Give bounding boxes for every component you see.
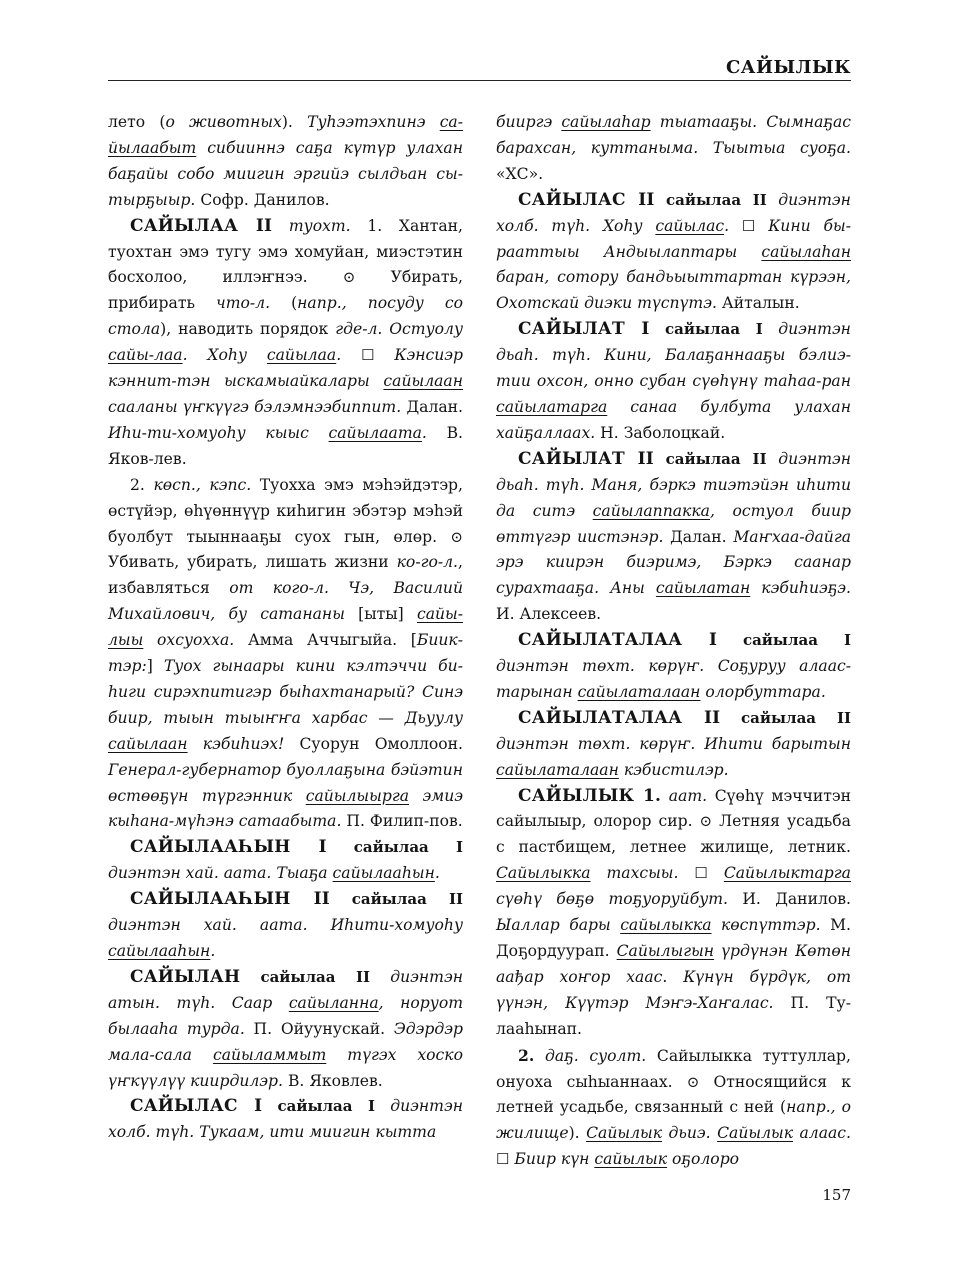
dictionary-entry: САЙЫЛАН сайылаа II диэнтэн атын. түһ. Саар сайыланна, норуот былааһа турда. П. Ойуунускай. Эдэрдэр мала-сала сайыламмыт түгэх хоско үҥкүүлүү киирдилэр. В. Яковлев. <box>108 966 464 1090</box>
dictionary-entry: САЙЫЛАТАЛАА II сайылаа II диэнтэн төхт. көрүҥ. Иһити барытын сайылаталаан кэбистилэр. <box>496 707 851 779</box>
dictionary-entry: САЙЫЛААҺЫН II сайылаа II диэнтэн хай. аата. Иһити-хомуоһу сайылааһын. <box>108 889 463 960</box>
dictionary-entry: САЙЫЛАТ II сайылаа II диэнтэн дьаһ. түһ. Маня, бэркэ тиэтэйэн иһити да ситэ сайылаппакка, остуол биир өттүгэр иистэнэр. Далан. Маҥхаа-дайга эрэ киирэн биэримэ, Бэркэ саанар сурахтааҕа. Аны сайылатан кэбиһиэҕэ. И. Алексеев. <box>496 448 851 624</box>
dictionary-entry: 2. даҕ. суолт. Сайылыкка туттуллар, онуоха сыһыаннаах. ⊙ Относящийся к летней усадьбе, связанный с ней (напр., о жилище). Сайылык дьиэ. Сайылык алаас. ☐ Биир күн сайылык оҕолоро <box>496 1045 852 1169</box>
dictionary-entry: САЙЫЛАТ I сайылаа I диэнтэн дьаһ. түһ. Кини, Балаҕаннааҕы бэлиэ-тии охсон, онно субан сүөһүнү таһаа-ран сайылатарга санаа булбута улахан хайҕаллаах. Н. Заболоцкай. <box>496 319 851 442</box>
dictionary-entry: САЙЫЛАС I сайылаа I диэнтэн холб. түһ. Тукаам, ити миигин кытта <box>108 1096 463 1142</box>
page-header-title: САЙЫЛЫК <box>725 57 851 78</box>
dictionary-entry: 2. көсп., кэпс. Туохха эмэ мэһэйдэтэр, өстүйэр, өһүөннүүр киһигин эбэтэр мэһэй буолбут тыыннааҕы суох гын, өлөр. ⊙ Убивать, убирать, лишать жизни ко-го-л., избавляться от кого-л. Чэ, Василий Михайлович, бу сатананы [ыты] сайы-лыы охсуохха. Амма Аччыгыйа. [Биик-тэр:] Туох гынаары кини кэлтэччи би-һиги сирэхпитигэр быһахтанарый? Синэ биир, тыын тыыҥҥа харбас — Дьуулу сайылаан кэбиһиэх! Суорун Омоллоон. Генерал-губернатор буоллаҕына бэйэтин өстөөҕүн түргэнник сайылыырга эмиэ кыһана-мүһэнэ сатаабыта. П. Филип-пов. <box>108 475 464 831</box>
dictionary-entry: САЙЫЛЫК 1. аат. Сүөһү мэччитэн сайылыыр, олорор сир. ⊙ Летняя усадьба с пастбищем, летнее жилище, летник. Сайылыкка тахсыы. ☐ Сайылыктарга сүөһү бөҕө тоҕуоруйбут. И. Данилов. Ыаллар бары сайылыкка көспүттэр. М. Доҕордуурап. Сайылыгын үрдүнэн Көтөн аађар хоҥор хаас. Күнүн бүрдүк, от үүнэн, Күүтэр Мэҥэ-Хаҥалас. П. Ту-лааһынап. <box>496 785 851 1038</box>
header-rule <box>108 80 851 81</box>
right-column <box>496 110 851 1173</box>
dictionary-entry: САЙЫЛАТАЛАА I сайылаа I диэнтэн төхт. көрүҥ. Соҕуруу алаас-тарынан сайылаталаан олорбуттара. <box>496 630 851 701</box>
dictionary-entry: лето (о животных). Туһээтэхпинэ са-йылаабыт сибииннэ саҕа күтүр улахан баҕайы собо миигин эргийэ сылдьан сы-тырҕыыр. Софр. Данилов. <box>108 113 463 209</box>
dictionary-entry: бииргэ сайылаһар тыатааҕы. Сымнаҕас барахсан, куттаныма. Тыытыа суоҕа. «ХС». <box>496 113 851 183</box>
dictionary-entry: САЙЫЛАС II сайылаа II диэнтэн холб. түһ. Хоһу сайылас. ☐ Кини бы-рааттыы Андыылаптары сайылаһан баран, сотору бандьыыттартан күрээн, Охотскай диэки түспүтэ. Айталын. <box>496 189 851 313</box>
left-column <box>108 110 463 1146</box>
dictionary-entry: САЙЫЛАА II туохт. 1. Хантан, туохтан эмэ тугу эмэ хомуйан, миэстэтин босхолоо, иллэҥнээ. ⊙ Убирать, прибирать что-л. (напр., посуду со стола), наводить порядок где-л. Остуолу сайы-лаа. Хоһу сайылаа. ☐ Кэнсиэр кэннит-тэн ыскамыайкалары сайылаан сааланы үҥкүүгэ бэлэмнээбиппит. Далан. Иһи-ти-хомуоһу кыыс сайылаата. В. Яков-лев. <box>108 215 464 468</box>
page-number: 157 <box>822 1186 851 1204</box>
dictionary-entry: САЙЫЛААҺЫН I сайылаа I диэнтэн хай. аата. Тыаҕа сайылааһын. <box>108 837 463 883</box>
